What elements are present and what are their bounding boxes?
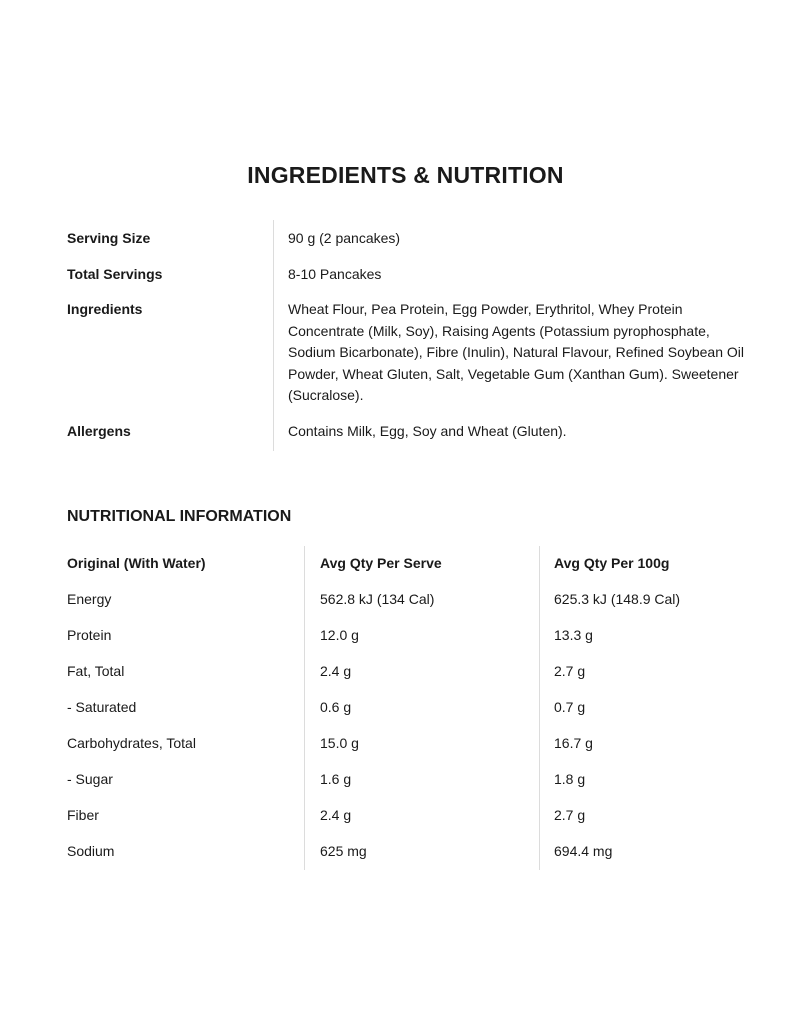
total-servings-label: Total Servings (67, 265, 163, 282)
ingredients-row (67, 292, 757, 414)
column-header-original: Original (With Water) (67, 555, 206, 571)
per-100g-value: 2.7 g (539, 654, 757, 690)
ingredients-label: Ingredients (67, 301, 143, 317)
per-serve-value: 12.0 g (304, 618, 539, 654)
nutrient-name: Protein (67, 627, 112, 643)
per-serve-value: 15.0 g (304, 726, 539, 762)
nutritional-information-heading: NUTRITIONAL INFORMATION (67, 508, 292, 525)
per-100g-value: 625.3 kJ (148.9 Cal) (539, 582, 757, 618)
table-row (67, 618, 757, 654)
nutrient-name: Carbohydrates, Total (67, 735, 196, 751)
per-100g-value: 0.7 g (539, 690, 757, 726)
nutrient-name: Energy (67, 591, 112, 607)
nutrition-header-row (67, 546, 757, 582)
nutrient-name: - Saturated (67, 699, 137, 715)
per-100g-value: 16.7 g (539, 726, 757, 762)
per-serve-value: 562.8 kJ (134 Cal) (304, 582, 539, 618)
per-serve-value: 2.4 g (304, 798, 539, 834)
table-row (67, 582, 757, 618)
per-serve-value: 625 mg (304, 834, 539, 871)
total-servings-value: 8-10 Pancakes (273, 257, 757, 293)
page-title: INGREDIENTS & NUTRITION (247, 162, 564, 188)
per-serve-value: 2.4 g (304, 654, 539, 690)
table-row (67, 690, 757, 726)
serving-size-row (67, 220, 757, 257)
allergens-value: Contains Milk, Egg, Soy and Wheat (Gluten). (273, 414, 757, 452)
nutrient-name: Fiber (67, 807, 99, 823)
serving-size-label: Serving Size (67, 230, 151, 246)
per-100g-value: 13.3 g (539, 618, 757, 654)
table-row (67, 834, 757, 871)
ingredients-value: Wheat Flour, Pea Protein, Egg Powder, Erythritol, Whey Protein Concentrate (Milk, Soy), Raising Agents (Potassium pyrophosphate, Sodium Bicarbonate), Fibre (Inulin), Natural Flavour, Refined Soybean Oil Powder, Wheat Gluten, Salt, Vegetable Gum (Xanthan Gum). Sweetener (Sucralose). (273, 292, 757, 414)
allergens-label: Allergens (67, 422, 131, 439)
table-row (67, 798, 757, 834)
nutrition-table (67, 546, 757, 870)
ingredients-table (67, 220, 757, 451)
table-row (67, 726, 757, 762)
nutrient-name: Fat, Total (67, 663, 125, 679)
nutrient-name: Sodium (67, 843, 115, 859)
per-serve-value: 0.6 g (304, 690, 539, 726)
per-100g-value: 2.7 g (539, 798, 757, 834)
nutrient-name: - Sugar (67, 771, 113, 787)
table-row (67, 762, 757, 798)
allergens-row (67, 414, 757, 452)
total-servings-row (67, 257, 757, 293)
per-100g-value: 1.8 g (539, 762, 757, 798)
column-header-per-100g: Avg Qty Per 100g (539, 546, 757, 582)
column-header-per-serve: Avg Qty Per Serve (304, 546, 539, 582)
table-row (67, 654, 757, 690)
per-100g-value: 694.4 mg (539, 834, 757, 871)
serving-size-value: 90 g (2 pancakes) (273, 220, 757, 257)
per-serve-value: 1.6 g (304, 762, 539, 798)
